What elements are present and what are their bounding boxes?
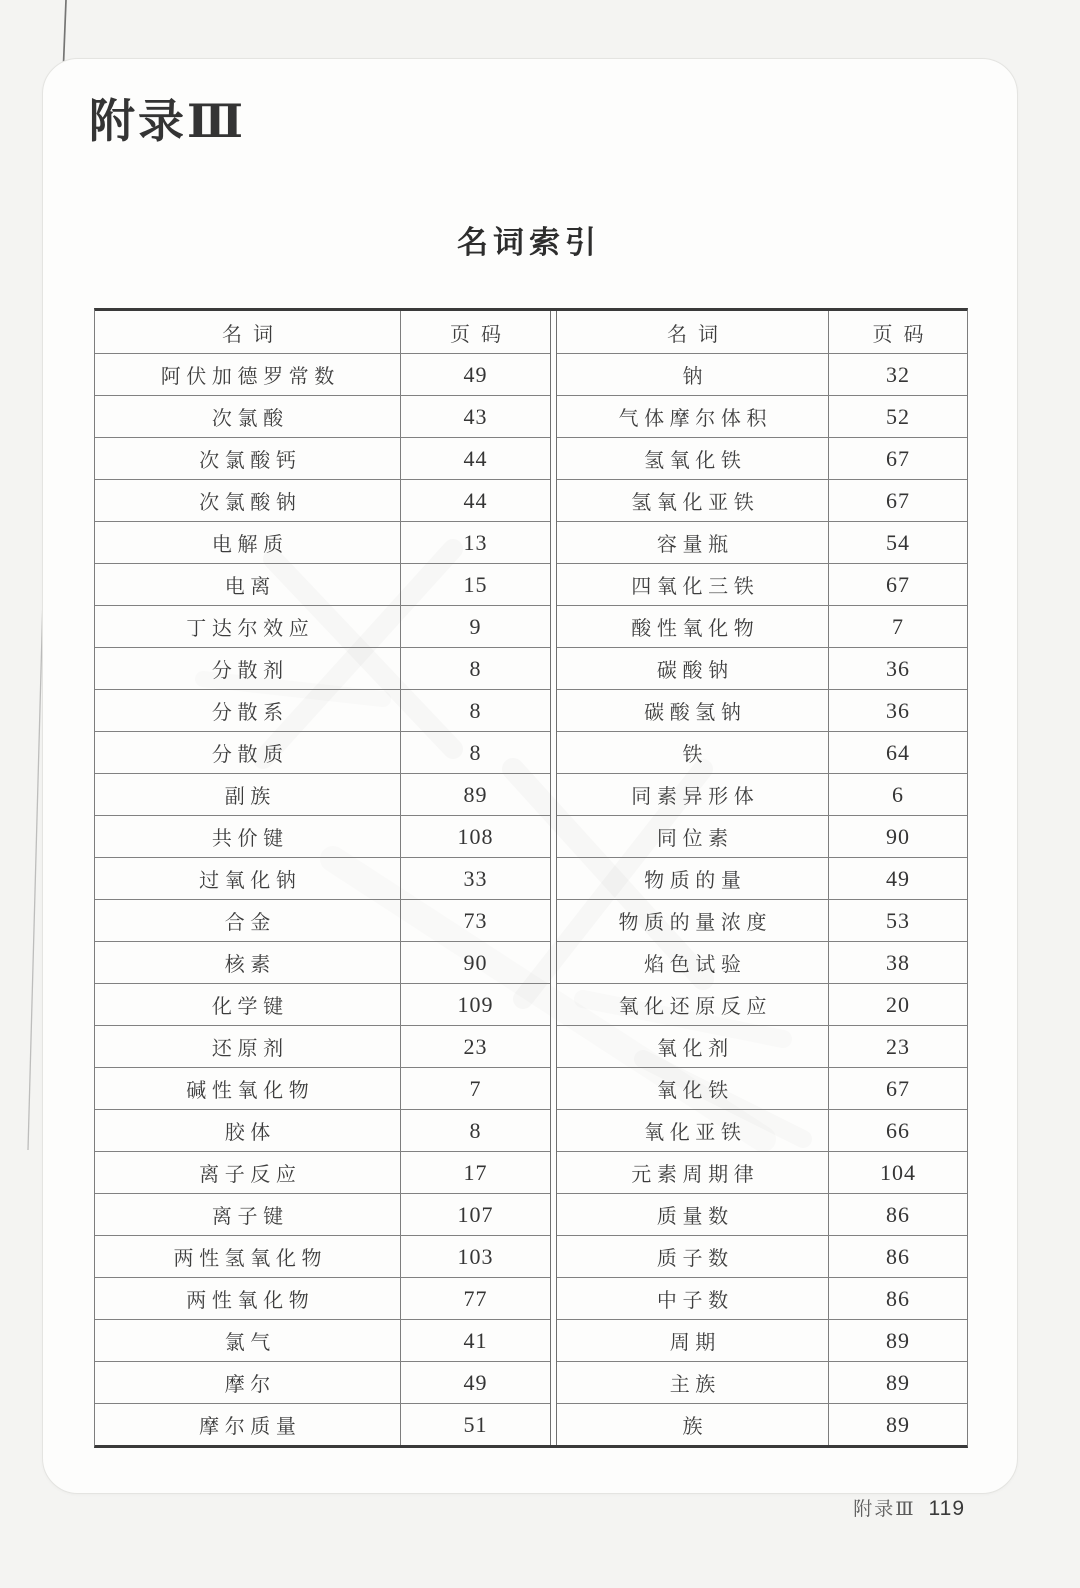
index-page-number: 108 — [457, 823, 494, 849]
table-row — [557, 1067, 967, 1109]
index-page-number: 8 — [469, 1117, 482, 1143]
index-page-number: 43 — [463, 403, 488, 429]
index-term: 共价键 — [95, 816, 401, 857]
table-row — [557, 1235, 967, 1277]
index-page-number: 44 — [463, 487, 488, 513]
table-row — [95, 1151, 550, 1193]
index-page-number: 36 — [886, 655, 910, 681]
index-term: 次氯酸钠 — [95, 480, 401, 521]
index-term: 元素周期律 — [557, 1152, 829, 1193]
index-page-number: 41 — [463, 1327, 488, 1353]
table-row — [95, 731, 550, 773]
index-term: 气体摩尔体积 — [557, 396, 829, 437]
index-page-number: 49 — [886, 865, 910, 891]
table-row — [95, 1193, 550, 1235]
index-page-number: 32 — [886, 361, 910, 387]
index-page-number: 13 — [463, 529, 488, 555]
index-page-number: 52 — [886, 403, 910, 429]
index-term: 摩尔 — [95, 1362, 401, 1403]
index-term: 两性氧化物 — [95, 1278, 401, 1319]
table-row — [557, 1193, 967, 1235]
index-page-number: 73 — [463, 907, 488, 933]
page-card — [42, 58, 1018, 1494]
table-row — [557, 941, 967, 983]
index-page-number: 86 — [886, 1243, 910, 1269]
index-term: 离子反应 — [95, 1152, 401, 1193]
page-column-header: 页码 — [450, 323, 512, 346]
table-row — [557, 1151, 967, 1193]
index-term: 丁达尔效应 — [95, 606, 401, 647]
index-term: 次氯酸 — [95, 396, 401, 437]
index-page-number: 8 — [469, 697, 482, 723]
index-term: 族 — [557, 1404, 829, 1445]
index-term: 中子数 — [557, 1278, 829, 1319]
index-term: 还原剂 — [95, 1026, 401, 1067]
table-row — [557, 647, 967, 689]
index-term: 氢氧化铁 — [557, 438, 829, 479]
table-row — [557, 605, 967, 647]
index-page-number: 15 — [463, 571, 488, 597]
table-row — [95, 899, 550, 941]
table-row — [95, 605, 550, 647]
index-page-number: 67 — [886, 487, 910, 513]
index-term: 合金 — [95, 900, 401, 941]
index-page-number: 89 — [886, 1411, 910, 1437]
table-row — [557, 1277, 967, 1319]
table-row — [557, 1025, 967, 1067]
table-row — [557, 857, 967, 899]
index-term: 碳酸钠 — [557, 648, 829, 689]
page-footer — [853, 1494, 965, 1521]
index-page-number: 89 — [463, 781, 488, 807]
table-row — [95, 983, 550, 1025]
index-term: 钠 — [557, 354, 829, 395]
table-row — [95, 1277, 550, 1319]
index-page-number: 23 — [463, 1033, 488, 1059]
index-page-number: 86 — [886, 1285, 910, 1311]
index-term: 副族 — [95, 774, 401, 815]
index-term: 分散剂 — [95, 648, 401, 689]
index-page-number: 66 — [886, 1117, 910, 1143]
index-page-number: 107 — [457, 1201, 494, 1227]
table-row — [95, 689, 550, 731]
index-term: 氧化铁 — [557, 1068, 829, 1109]
table-row — [95, 563, 550, 605]
index-rows-left — [95, 353, 550, 1445]
page-column-header: 页码 — [872, 323, 935, 346]
table-row — [95, 395, 550, 437]
term-column-header: 名词 — [95, 311, 401, 353]
table-row — [95, 647, 550, 689]
table-row — [557, 437, 967, 479]
table-row — [557, 773, 967, 815]
index-term: 氧化剂 — [557, 1026, 829, 1067]
footer-appendix-label: 附录Ⅲ — [853, 1499, 916, 1520]
index-page-number: 38 — [886, 949, 910, 975]
index-table — [94, 308, 968, 1448]
index-page-number: 67 — [886, 571, 910, 597]
index-term: 氢氧化亚铁 — [557, 480, 829, 521]
index-page-number: 89 — [886, 1327, 910, 1353]
index-term: 周期 — [557, 1320, 829, 1361]
index-term: 氧化还原反应 — [557, 984, 829, 1025]
table-header-row — [557, 311, 967, 353]
table-row — [95, 941, 550, 983]
table-row — [557, 1361, 967, 1403]
index-page-number: 89 — [886, 1369, 910, 1395]
index-term: 物质的量浓度 — [557, 900, 829, 941]
index-table-left-half — [95, 311, 551, 1445]
index-term: 容量瓶 — [557, 522, 829, 563]
appendix-title: 附录Ⅲ — [89, 96, 247, 147]
index-term: 分散系 — [95, 690, 401, 731]
table-row — [95, 1361, 550, 1403]
table-row — [95, 437, 550, 479]
index-page-number: 23 — [886, 1033, 910, 1059]
index-term: 过氧化钠 — [95, 858, 401, 899]
index-heading: 名词索引 — [457, 225, 601, 260]
index-page-number: 33 — [463, 865, 488, 891]
table-row — [95, 1067, 550, 1109]
index-page-number: 90 — [886, 823, 910, 849]
table-row — [95, 1319, 550, 1361]
index-rows-right — [557, 353, 967, 1445]
index-term: 离子键 — [95, 1194, 401, 1235]
table-row — [95, 521, 550, 563]
index-term: 碳酸氢钠 — [557, 690, 829, 731]
index-page-number: 67 — [886, 445, 910, 471]
table-row — [95, 857, 550, 899]
index-page-number: 54 — [886, 529, 910, 555]
index-page-number: 7 — [892, 613, 904, 639]
table-row — [95, 815, 550, 857]
index-page-number: 44 — [463, 445, 488, 471]
index-page-number: 8 — [469, 739, 482, 765]
index-page-number: 9 — [469, 613, 482, 639]
index-page-number: 20 — [886, 991, 910, 1017]
table-row — [557, 815, 967, 857]
term-column-header: 名词 — [557, 311, 829, 353]
index-page-number: 6 — [892, 781, 904, 807]
table-row — [557, 353, 967, 395]
index-term: 胶体 — [95, 1110, 401, 1151]
index-page-number: 49 — [463, 361, 488, 387]
index-page-number: 77 — [463, 1285, 488, 1311]
index-page-number: 64 — [886, 739, 910, 765]
table-row — [557, 899, 967, 941]
table-row — [557, 731, 967, 773]
index-term: 摩尔质量 — [95, 1404, 401, 1445]
index-page-number: 53 — [886, 907, 910, 933]
table-row — [557, 1319, 967, 1361]
table-row — [557, 521, 967, 563]
index-term: 焰色试验 — [557, 942, 829, 983]
table-row — [557, 689, 967, 731]
index-page-number: 104 — [880, 1159, 916, 1185]
index-page-number: 51 — [463, 1411, 488, 1437]
index-term: 分散质 — [95, 732, 401, 773]
table-row — [557, 395, 967, 437]
table-row — [95, 353, 550, 395]
index-term: 物质的量 — [557, 858, 829, 899]
index-page-number: 8 — [469, 655, 482, 681]
index-term: 核素 — [95, 942, 401, 983]
table-row — [557, 983, 967, 1025]
index-term: 两性氢氧化物 — [95, 1236, 401, 1277]
index-term: 质子数 — [557, 1236, 829, 1277]
table-row — [557, 479, 967, 521]
footer-page-number: 119 — [928, 1497, 965, 1520]
index-table-right-half — [556, 311, 967, 1445]
index-page-number: 86 — [886, 1201, 910, 1227]
index-term: 碱性氧化物 — [95, 1068, 401, 1109]
index-term: 酸性氧化物 — [557, 606, 829, 647]
table-row — [95, 479, 550, 521]
index-term: 阿伏加德罗常数 — [95, 354, 401, 395]
index-term: 同位素 — [557, 816, 829, 857]
index-term: 氧化亚铁 — [557, 1110, 829, 1151]
table-row — [95, 1025, 550, 1067]
index-term: 电解质 — [95, 522, 401, 563]
index-term: 铁 — [557, 732, 829, 773]
index-term: 主族 — [557, 1362, 829, 1403]
index-page-number: 36 — [886, 697, 910, 723]
index-page-number: 17 — [463, 1159, 488, 1185]
table-row — [557, 1109, 967, 1151]
index-page-number: 109 — [457, 991, 494, 1017]
table-row — [95, 773, 550, 815]
index-term: 同素异形体 — [557, 774, 829, 815]
index-term: 次氯酸钙 — [95, 438, 401, 479]
index-page-number: 103 — [457, 1243, 494, 1269]
index-term: 氯气 — [95, 1320, 401, 1361]
table-row — [95, 1235, 550, 1277]
index-term: 电离 — [95, 564, 401, 605]
index-term: 质量数 — [557, 1194, 829, 1235]
table-header-row — [95, 311, 550, 353]
index-page-number: 90 — [463, 949, 488, 975]
table-row — [557, 1403, 967, 1445]
table-row — [95, 1109, 550, 1151]
index-page-number: 7 — [469, 1075, 482, 1101]
index-term: 四氧化三铁 — [557, 564, 829, 605]
table-row — [557, 563, 967, 605]
index-page-number: 49 — [463, 1369, 488, 1395]
index-page-number: 67 — [886, 1075, 910, 1101]
table-row — [95, 1403, 550, 1445]
index-term: 化学键 — [95, 984, 401, 1025]
